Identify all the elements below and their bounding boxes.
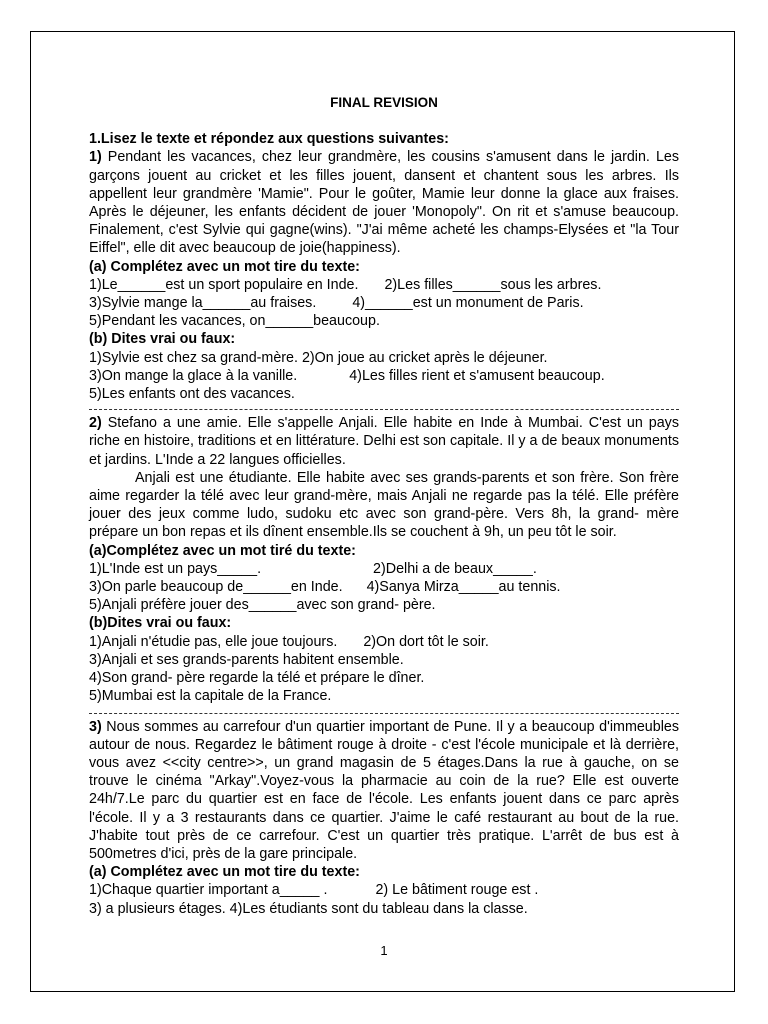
page-number: 1 [380,943,388,958]
question-row [89,596,679,614]
question-text: 1)Chaque quartier important a_____ . [89,882,328,899]
question-text: 1)Le______est un sport populaire en Inde. [89,276,359,293]
question-row [89,578,679,596]
question-text: 2)On dort tôt le soir. [363,633,489,650]
question-row [89,633,679,651]
question-text: 1)Sylvie est chez sa grand-mère. 2)On joue au cricket après le déjeuner. [89,349,548,366]
question-row [89,881,679,899]
question-text: 4)Son grand- père regarde la télé et prépare le dîner. [89,670,425,687]
question-row [89,560,679,578]
section-1-part-b-heading [89,330,679,348]
exercise-heading: 1.Lisez le texte et répondez aux questions suivantes: [89,131,449,148]
question-text: 3)Anjali et ses grands-parents habitent ensemble. [89,651,404,668]
question-row [89,385,679,403]
section-3-part-a-heading [89,863,679,881]
part-b-label: (b) [89,331,108,348]
question-text: 5)Pendant les vacances, on______beaucoup. [89,313,380,330]
section-2-number: 2) [89,415,102,432]
question-row [89,312,679,330]
section-1-paragraph: Pendant les vacances, chez leur grandmère, les cousins s'amusent dans le jardin. Les garçons jouent au cricket et les filles jouent, dansent et chantent sous les arbres. Ils appellent leur grandmère 'Mamie". Pour le goûter, Mamie leur donne la glace aux fraises. Après le déjeuner, les enfants décident de jouer 'Monopoly". On rit et s'amuse beaucoup. Finalement, c'est Sylvie qui gagne(wins). "J'ai même acheté les champs-Elysées et "la Tour Eiffel", elle dit avec beaucoup de joie(happiness). [89,149,680,257]
question-row [89,367,679,385]
question-text: 4)______est un monument de Paris. [352,295,584,312]
section-2-part-b-heading: (b)Dites vrai ou faux: [89,615,232,632]
part-b-title: Dites vrai ou faux: [111,331,236,348]
section-divider [89,713,679,714]
part-a-title: Complétez avec un mot tire du texte: [110,258,360,275]
section-2-part-a-heading: (a)Complétez avec un mot tiré du texte: [89,542,356,559]
question-text: 3)On mange la glace à la vanille. [89,367,298,384]
section-2-text [89,414,679,469]
part-a-label: (a) [89,864,107,881]
question-text: 4)Les filles rient et s'amusent beaucoup. [349,367,605,384]
section-divider [89,409,679,410]
question-text: 4)Sanya Mirza_____au tennis. [366,579,561,596]
question-row [89,900,679,918]
question-row [89,651,679,669]
question-text: 3)On parle beaucoup de______en Inde. [89,579,343,596]
question-row [89,687,679,705]
question-text: 1)Anjali n'étudie pas, elle joue toujours. [89,633,338,650]
question-row [89,669,679,687]
section-1-text [89,148,679,257]
section-2-paragraph-1: Stefano a une amie. Elle s'appelle Anjali. Elle habite en Inde à Mumbai. C'est un pays riche en histoire, traditions et en littérature. Delhi est son capitale. Il y a de beaux monuments et jardins. L'Inde a 22 langues officielles. [89,415,679,468]
question-text: 2)Les filles______sous les arbres. [384,276,602,293]
section-3-number: 3) [89,718,102,735]
part-a-title: Complétez avec un mot tire du texte: [110,864,360,881]
page-title: FINAL REVISION [330,95,438,110]
question-row [89,276,679,294]
section-3-paragraph: Nous sommes au carrefour d'un quartier important de Pune. Il y a beaucoup d'immeubles autour de nous. Regardez le bâtiment rouge à droite - c'est l'école municipale et là derrière, vous avez <<city centre>>, un grand magasin de 5 étages.Dans la rue à gauche, on se trouve le cinéma "Arkay".Voyez-vous la pharmacie au coin de la rue? Elle est ouverte 24h/7.Le parc du quartier est en face de l'école. Les enfants jouent dans ce parc après l'école. Il y a 3 restaurants dans ce quartier. J'aime le café restaurant au bout de la rue. J'habite tout près de ce carrefour. C'est un quartier très pratique. L'arrêt de bus est à 500metres d'ici, près de la gare principale. [89,718,679,862]
question-text: 1)L'Inde est un pays_____. [89,560,262,577]
question-text: 2)Delhi a de beaux_____. [373,560,537,577]
part-a-label: (a) [89,258,107,275]
question-text: 2) Le bâtiment rouge est . [375,882,539,899]
section-1-part-a-heading [89,258,679,276]
question-text: 3)Sylvie mange la______au fraises. [89,295,317,312]
question-text: 3) a plusieurs étages. 4)Les étudiants sont du tableau dans la classe. [89,900,528,917]
question-row [89,349,679,367]
question-text: 5)Mumbai est la capitale de la France. [89,688,332,705]
question-row [89,294,679,312]
section-1-number: 1) [89,149,102,166]
question-text: 5)Anjali préfère jouer des______avec son grand- père. [89,597,436,614]
worksheet-content [89,94,679,918]
section-3-text [89,718,679,864]
question-text: 5)Les enfants ont des vacances. [89,386,295,403]
section-2-paragraph-2: Anjali est une étudiante. Elle habite avec ses grands-parents et son frère. Son frère aime regarder la télé avec leur grand-mère, mais Anjali ne regarde pas la télé. Elle préfère jouer des jeux comme ludo, sudoku etc avec son grand-père. Vers 8h, la grand- mère prépare un bon repas et ils dînent ensemble.Ils se couchent à 9h, un peu tôt le soir. [89,469,679,541]
